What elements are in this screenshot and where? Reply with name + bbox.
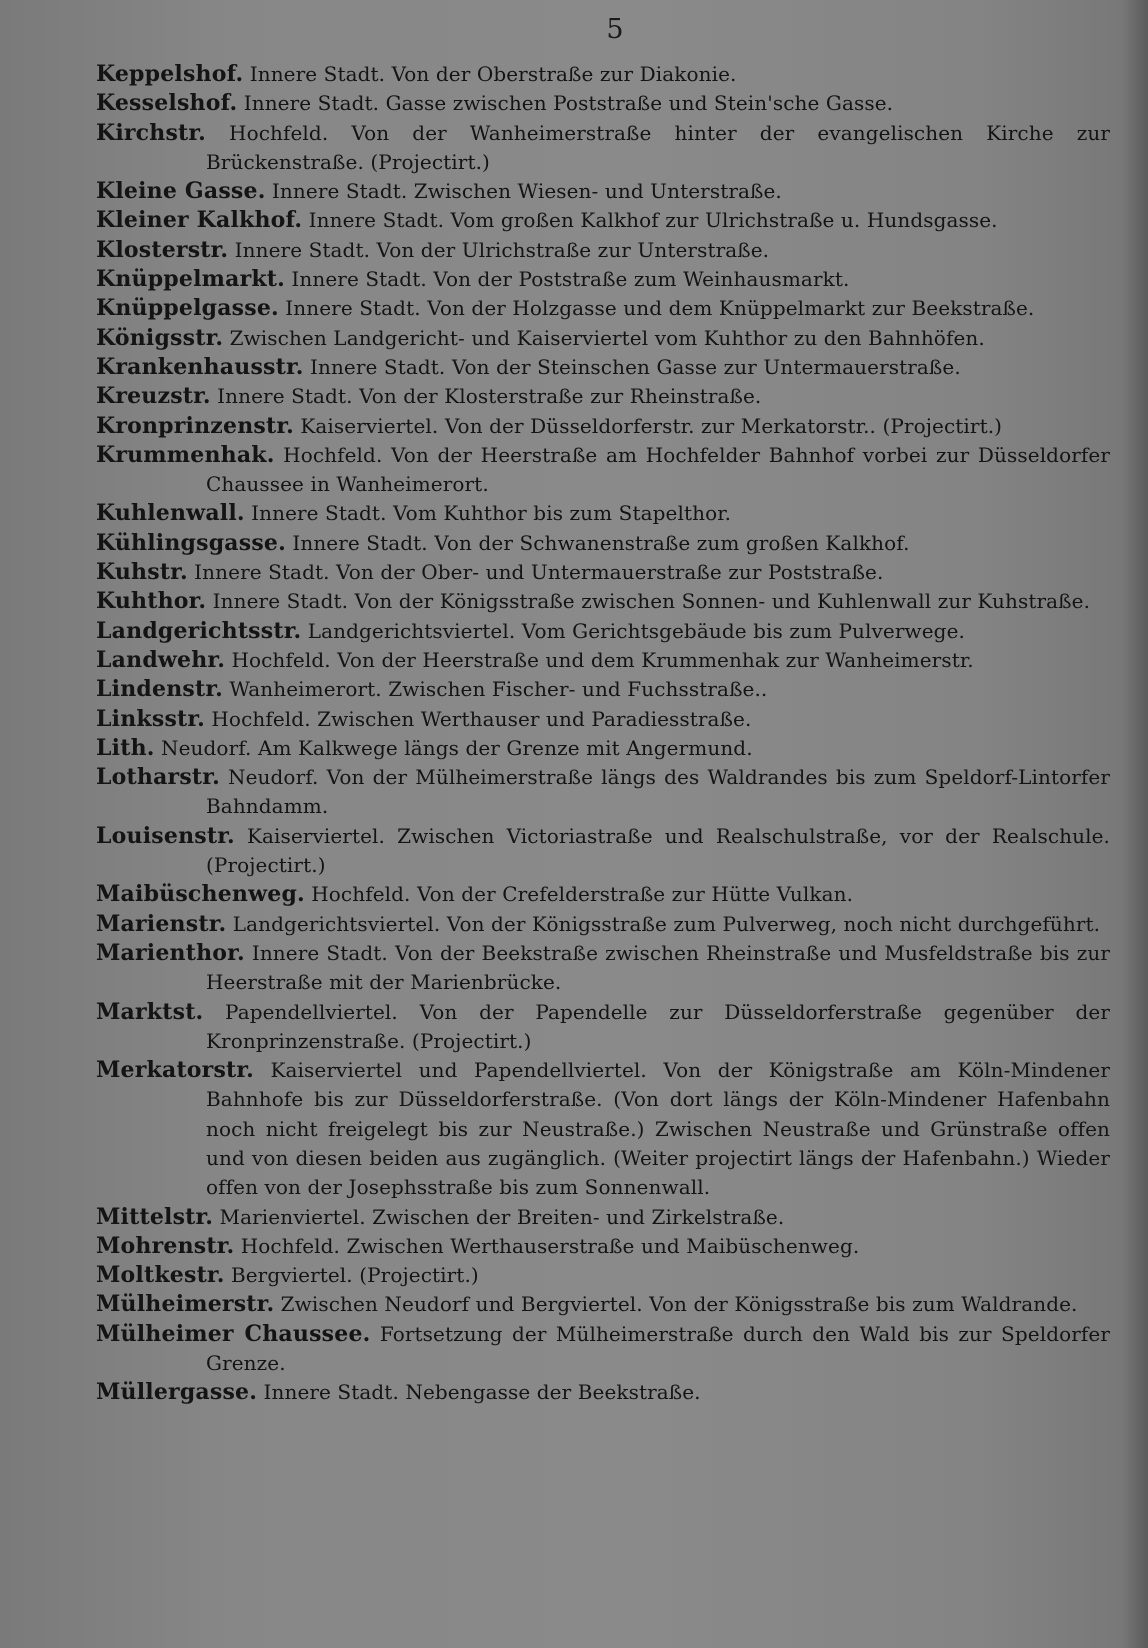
street-description: Innere Stadt. Vom großen Kalkhof zur Ulrichstraße u. Hundsgasse. bbox=[308, 208, 998, 233]
directory-entry bbox=[96, 998, 1110, 1057]
street-name: Mülheimerstr. bbox=[96, 1291, 275, 1318]
street-description: Innere Stadt. Von der Poststraße zum Weinhausmarkt. bbox=[291, 267, 850, 292]
directory-entry bbox=[96, 60, 1110, 89]
street-description: Neudorf. Am Kalkwege längs der Grenze mit Angermund. bbox=[161, 735, 753, 760]
street-name: Merkatorstr. bbox=[96, 1057, 255, 1084]
street-description: Zwischen Landgericht- und Kaiserviertel vom Kuhthor zu den Bahnhöfen. bbox=[229, 325, 985, 350]
directory-entry bbox=[96, 1056, 1110, 1202]
street-name: Marienstr. bbox=[96, 910, 227, 937]
street-description: Neudorf. Von der Mülheimerstraße längs des Waldrandes bis zum Speldorf-Lintorfer Bahndamm. bbox=[206, 765, 1111, 819]
street-description: Hochfeld. Von der Crefelderstraße zur Hütte Vulkan. bbox=[311, 882, 854, 907]
directory-entry bbox=[96, 353, 1110, 382]
directory-entry bbox=[96, 646, 1110, 675]
directory-entry bbox=[96, 1232, 1110, 1261]
street-name: Kleiner Kalkhof. bbox=[96, 207, 303, 234]
street-description: Wanheimerort. Zwischen Fischer- und Fuchsstraße.. bbox=[229, 677, 768, 702]
directory-entry bbox=[96, 822, 1110, 881]
street-name: Marienthor. bbox=[96, 939, 245, 966]
street-name: Moltkestr. bbox=[96, 1262, 225, 1289]
directory-entry bbox=[96, 412, 1110, 441]
directory-entry bbox=[96, 89, 1110, 118]
street-name: Mülheimer Chaussee. bbox=[96, 1320, 371, 1347]
page-number: 5 bbox=[606, 14, 624, 45]
street-description: Innere Stadt. Vom Kuhthor bis zum Stapelthor. bbox=[251, 501, 732, 526]
directory-entry bbox=[96, 675, 1110, 704]
directory-entry bbox=[96, 939, 1110, 998]
directory-entry bbox=[96, 587, 1110, 616]
street-description: Innere Stadt. Gasse zwischen Poststraße und Stein'sche Gasse. bbox=[243, 91, 894, 116]
street-description: Hochfeld. Von der Wanheimerstraße hinter der evangelischen Kirche zur Brückenstraße. (Projectirt.) bbox=[206, 120, 1110, 174]
street-name: Kirchstr. bbox=[96, 119, 207, 146]
directory-entry bbox=[96, 294, 1110, 323]
street-name: Lith. bbox=[96, 734, 155, 761]
directory-entry bbox=[96, 1261, 1110, 1290]
street-name: Landgerichtsstr. bbox=[96, 617, 302, 644]
street-name: Knüppelgasse. bbox=[96, 295, 279, 322]
directory-entry bbox=[96, 206, 1110, 235]
street-name: Kuhthor. bbox=[96, 588, 207, 615]
street-description: Hochfeld. Zwischen Werthauser und Paradiesstraße. bbox=[211, 706, 752, 731]
directory-entry bbox=[96, 734, 1110, 763]
directory-entry bbox=[96, 880, 1110, 909]
street-description: Kaiserviertel und Papendellviertel. Von der Königstraße am Köln-Mindener Bahnhofe bis zur Düsseldorferstraße. (Von dort längs der Köln-Mindener Hafenbahn noch nicht freigelegt bis zur Neustraße.) Zwischen Neustraße und Grünstraße offen und von diesen beiden aus zugänglich. (Weiter projectirt längs der Hafenbahn.) Wieder offen von der Josephsstraße bis zum Sonnenwall. bbox=[206, 1058, 1110, 1200]
directory-entry bbox=[96, 910, 1110, 939]
directory-entry bbox=[96, 529, 1110, 558]
directory-entry bbox=[96, 499, 1110, 528]
street-name: Keppelshof. bbox=[96, 61, 244, 87]
street-name: Kleine Gasse. bbox=[96, 178, 266, 205]
street-name: Kuhstr. bbox=[96, 559, 188, 586]
directory-entry bbox=[96, 1290, 1110, 1319]
directory-entry bbox=[96, 1378, 1110, 1407]
directory-entry bbox=[96, 236, 1110, 265]
street-name: Kesselshof. bbox=[96, 90, 238, 117]
street-description: Innere Stadt. Zwischen Wiesen- und Unterstraße. bbox=[271, 179, 782, 204]
street-description: Hochfeld. Von der Heerstraße und dem Krummenhak zur Wanheimerstr. bbox=[231, 647, 974, 672]
street-name: Kronprinzenstr. bbox=[96, 412, 294, 439]
street-description: Innere Stadt. Von der Ulrichstraße zur Unterstraße. bbox=[234, 237, 770, 262]
street-name: Marktst. bbox=[96, 998, 204, 1025]
directory-entry bbox=[96, 382, 1110, 411]
directory-entry bbox=[96, 119, 1110, 178]
street-name: Klosterstr. bbox=[96, 236, 229, 263]
street-description: Fortsetzung der Mülheimerstraße durch den Wald bis zur Speldorfer Grenze. bbox=[206, 1321, 1111, 1376]
street-name: Maibüschenweg. bbox=[96, 881, 305, 908]
directory-entry bbox=[96, 763, 1110, 822]
street-description: Innere Stadt. Von der Steinschen Gasse zur Untermauerstraße. bbox=[309, 354, 961, 379]
street-name: Landwehr. bbox=[96, 646, 226, 673]
street-description: Hochfeld. Von der Heerstraße am Hochfelder Bahnhof vorbei zur Düsseldorfer Chaussee in Wanheimerort. bbox=[206, 442, 1110, 497]
street-name: Mohrenstr. bbox=[96, 1232, 235, 1259]
street-description: Zwischen Neudorf und Bergviertel. Von der Königsstraße bis zum Waldrande. bbox=[280, 1292, 1078, 1317]
street-description: Landgerichtsviertel. Vom Gerichtsgebäude bis zum Pulverwege. bbox=[307, 618, 965, 643]
street-description: Bergviertel. (Projectirt.) bbox=[230, 1263, 479, 1288]
street-description: Innere Stadt. Von der Oberstraße zur Diakonie. bbox=[249, 62, 737, 86]
directory-entry bbox=[96, 705, 1110, 734]
street-name: Krankenhausstr. bbox=[96, 353, 304, 380]
street-name: Mittelstr. bbox=[96, 1203, 214, 1230]
street-description: Marienviertel. Zwischen der Breiten- und Zirkelstraße. bbox=[219, 1204, 785, 1229]
directory-entry bbox=[96, 617, 1110, 646]
street-name: Louisenstr. bbox=[96, 822, 235, 849]
street-description: Kaiserviertel. Von der Düsseldorferstr. zur Merkatorstr.. (Projectirt.) bbox=[300, 413, 1003, 438]
street-description: Kaiserviertel. Zwischen Victoriastraße und Realschulstraße, vor der Realschule. (Projectirt.) bbox=[206, 823, 1110, 878]
directory-entry bbox=[96, 324, 1110, 353]
street-name: Königsstr. bbox=[96, 324, 224, 351]
street-name: Lotharstr. bbox=[96, 764, 220, 791]
street-name: Lindenstr. bbox=[96, 676, 223, 703]
street-description: Innere Stadt. Von der Klosterstraße zur Rheinstraße. bbox=[217, 384, 762, 409]
street-directory-list bbox=[96, 60, 1110, 1408]
directory-entry bbox=[96, 177, 1110, 206]
street-name: Kühlingsgasse. bbox=[96, 529, 286, 556]
street-description: Innere Stadt. Von der Holzgasse und dem Knüppelmarkt zur Beekstraße. bbox=[285, 296, 1035, 321]
street-name: Kreuzstr. bbox=[96, 383, 211, 410]
street-description: Innere Stadt. Von der Beekstraße zwischen Rheinstraße und Musfeldstraße bis zur Heerstraße mit der Marienbrücke. bbox=[206, 940, 1110, 995]
street-description: Innere Stadt. Nebengasse der Beekstraße. bbox=[263, 1380, 701, 1405]
street-name: Kuhlenwall. bbox=[96, 500, 245, 527]
directory-entry bbox=[96, 265, 1110, 294]
street-description: Innere Stadt. Von der Königsstraße zwischen Sonnen- und Kuhlenwall zur Kuhstraße. bbox=[212, 589, 1091, 614]
street-name: Müllergasse. bbox=[96, 1379, 258, 1406]
street-description: Innere Stadt. Von der Schwanenstraße zum großen Kalkhof. bbox=[292, 530, 910, 555]
street-description: Landgerichtsviertel. Von der Königsstraße zum Pulverweg, noch nicht durchgeführt. bbox=[232, 911, 1101, 936]
street-description: Papendellviertel. Von der Papendelle zur Düsseldorferstraße gegenüber der Kronprinzenstraße. (Projectirt.) bbox=[206, 999, 1110, 1053]
directory-entry bbox=[96, 558, 1110, 587]
directory-entry bbox=[96, 1320, 1110, 1379]
directory-entry bbox=[96, 441, 1110, 500]
street-description: Innere Stadt. Von der Ober- und Untermauerstraße zur Poststraße. bbox=[194, 560, 884, 585]
street-name: Krummenhak. bbox=[96, 441, 275, 468]
street-description: Hochfeld. Zwischen Werthauserstraße und Maibüschenweg. bbox=[240, 1233, 860, 1258]
street-name: Knüppelmarkt. bbox=[96, 266, 286, 293]
street-name: Linksstr. bbox=[96, 705, 206, 732]
directory-entry bbox=[96, 1203, 1110, 1232]
